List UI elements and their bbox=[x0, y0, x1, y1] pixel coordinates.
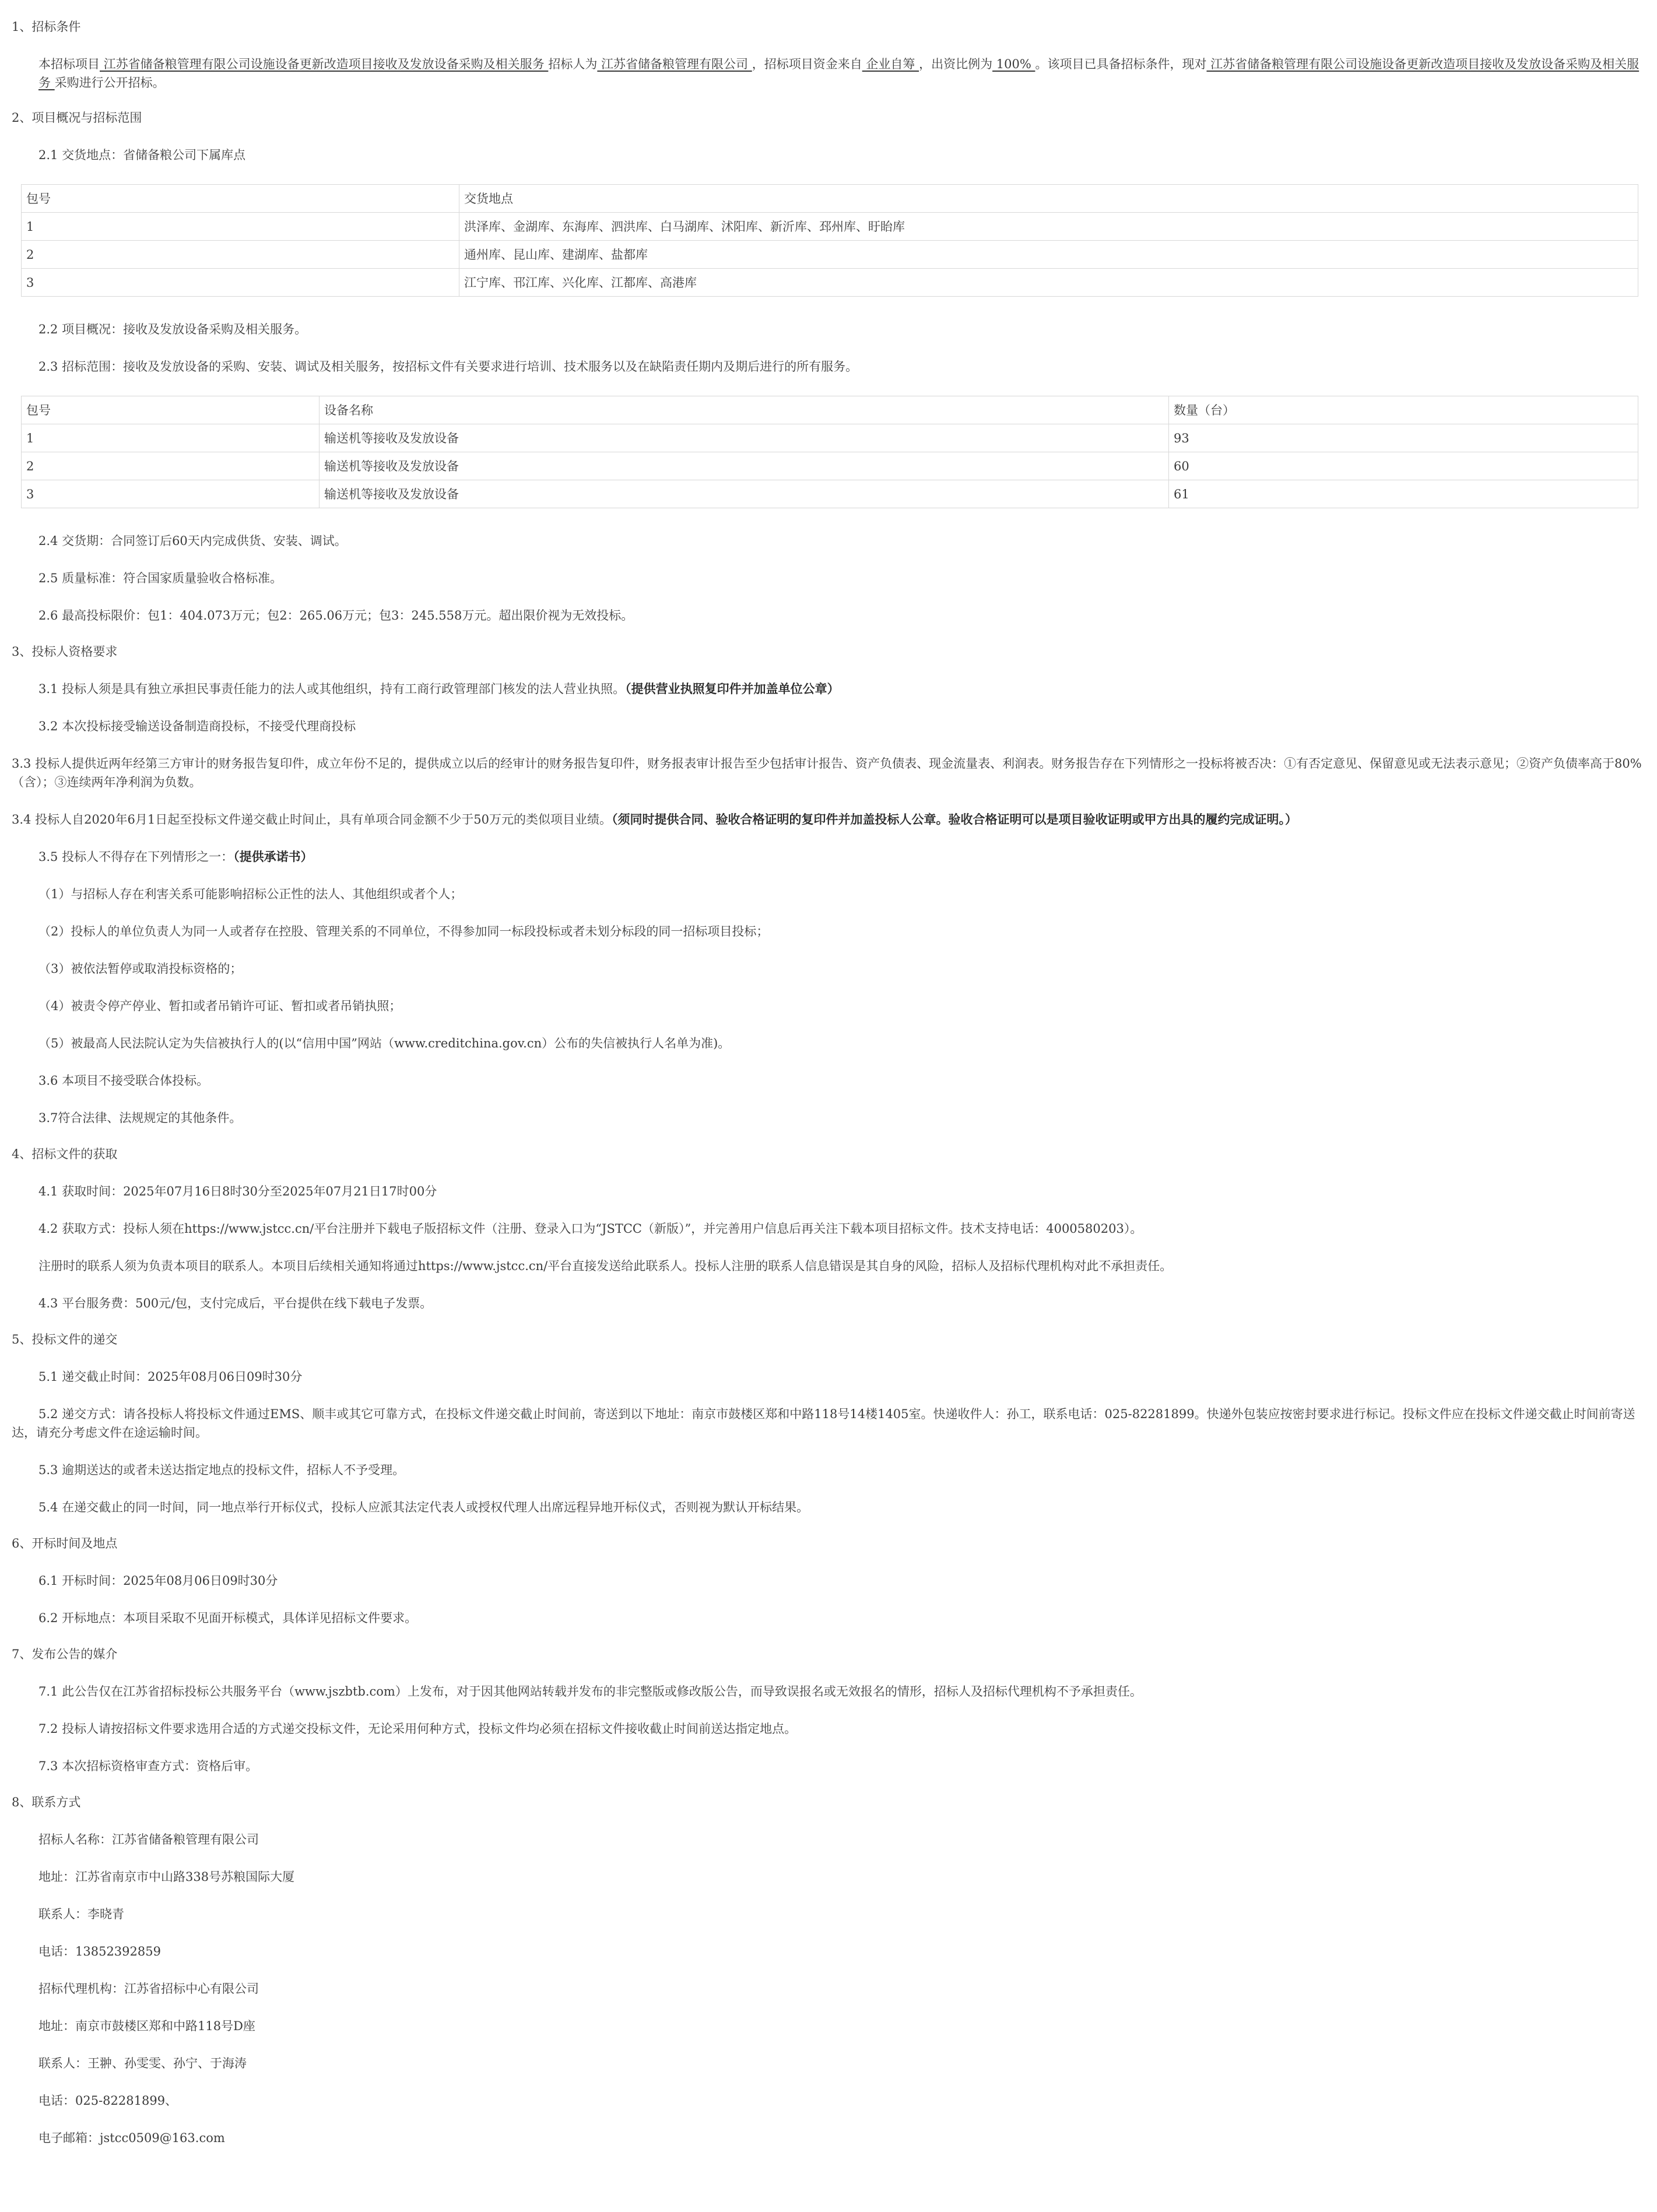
item-5-1: 5.1 递交截止时间：2025年08月06日09时30分 bbox=[38, 1370, 303, 1384]
agency-email-line: 电子邮箱：jstcc0509@163.com bbox=[38, 2131, 225, 2145]
table-header-cell: 设备名称 bbox=[320, 396, 1169, 424]
item-2-4: 2.4 交货期：合同签订后60天内完成供货、安装、调试。 bbox=[38, 534, 347, 548]
table-cell: 1 bbox=[22, 213, 459, 241]
table-cell: 输送机等接收及发放设备 bbox=[320, 480, 1169, 508]
item-2-5: 2.5 质量标准：符合国家质量验收合格标准。 bbox=[38, 571, 283, 585]
table-cell: 1 bbox=[22, 424, 320, 452]
section-heading-7: 7、发布公告的媒介 bbox=[12, 1647, 118, 1661]
table-cell: 江宁库、邗江库、兴化库、江都库、高港库 bbox=[459, 269, 1638, 297]
table-cell: 3 bbox=[22, 480, 320, 508]
equipment-quantity-table bbox=[21, 396, 1638, 508]
item-5-2: 5.2 递交方式：请各投标人将投标文件通过EMS、顺丰或其它可靠方式，在投标文件递交截止时间前，寄送到以下地址：南京市鼓楼区郑和中路118号14楼1405室。快递收件人：孙工，联系电话：025-82281899。快递外包装应按密封要求进行标记。投标文件应在投标文件递交截止时间前寄送达，请充分考虑文件在途运输时间。 bbox=[12, 1407, 1635, 1440]
item-4-3: 4.3 平台服务费：500元/包，支付完成后，平台提供在线下载电子发票。 bbox=[38, 1296, 433, 1310]
item-2-6: 2.6 最高投标限价：包1：404.073万元；包2：265.06万元；包3：245.558万元。超出限价视为无效投标。 bbox=[38, 609, 634, 623]
agency-contact-line: 联系人：王翀、孙雯雯、孙宁、于海涛 bbox=[38, 2056, 247, 2070]
section-heading-6: 6、开标时间及地点 bbox=[12, 1536, 118, 1550]
section-heading-3: 3、投标人资格要求 bbox=[12, 645, 118, 659]
table-cell: 93 bbox=[1169, 424, 1638, 452]
table-header-cell: 包号 bbox=[22, 185, 459, 213]
delivery-location-table bbox=[21, 184, 1638, 297]
item-6-1: 6.1 开标时间：2025年08月06日09时30分 bbox=[38, 1574, 278, 1588]
item-4-2: 4.2 获取方式：投标人须在https://www.jstcc.cn/平台注册并下载电子版招标文件（注册、登录入口为“JSTCC（新版）”，并完善用户信息后再关注下载本项目招标文件。技术支持电话：4000580203）。 bbox=[38, 1222, 1143, 1236]
item-3-7: 3.7符合法律、法规规定的其他条件。 bbox=[38, 1111, 242, 1125]
table-cell: 2 bbox=[22, 452, 320, 480]
agency-name-line: 招标代理机构：江苏省招标中心有限公司 bbox=[38, 1982, 259, 1996]
project-name-repeat: 江苏省储备粮管理有限公司设施设备更新改造项目接收及发放设备采购及相关服务 bbox=[38, 57, 1640, 90]
item-3-2: 3.2 本次投标接受输送设备制造商投标，不接受代理商投标 bbox=[38, 719, 356, 733]
item-7-2: 7.2 投标人请按招标文件要求选用合适的方式递交投标文件，无论采用何种方式，投标文件均必须在招标文件接收截止时间前送达指定地点。 bbox=[38, 1722, 797, 1736]
list-item: （3）被依法暂停或取消投标资格的； bbox=[38, 962, 243, 976]
item-3-5: 3.5 投标人不得存在下列情形之一：（提供承诺书） bbox=[38, 849, 313, 864]
tenderer-name-line: 招标人名称：江苏省储备粮管理有限公司 bbox=[38, 1833, 259, 1847]
item-6-2: 6.2 开标地点：本项目采取不见面开标模式，具体详见招标文件要求。 bbox=[38, 1611, 417, 1625]
table-header-cell: 交货地点 bbox=[459, 185, 1638, 213]
table-row bbox=[22, 480, 1638, 508]
table-row bbox=[22, 452, 1638, 480]
tenderer-name: 江苏省储备粮管理有限公司 bbox=[597, 57, 752, 71]
table-cell: 2 bbox=[22, 241, 459, 269]
section-heading-4: 4、招标文件的获取 bbox=[12, 1147, 118, 1161]
section-heading-5: 5、投标文件的递交 bbox=[12, 1332, 118, 1346]
item-7-1: 7.1 此公告仅在江苏省招标投标公共服务平台（www.jszbtb.com）上发布，对于因其他网站转载并发布的非完整版或修改版公告，而导致误报名或无效报名的情形，招标人及招标代理机构不予承担责任。 bbox=[38, 1685, 1142, 1698]
list-item: （2）投标人的单位负责人为同一人或者存在控股、管理关系的不同单位，不得参加同一标段投标或者未划分标段的同一招标项目投标； bbox=[38, 924, 769, 938]
item-2-2: 2.2 项目概况：接收及发放设备采购及相关服务。 bbox=[38, 322, 307, 336]
table-row bbox=[22, 241, 1638, 269]
item-7-3: 7.3 本次招标资格审查方式：资格后审。 bbox=[38, 1759, 258, 1773]
agency-phone-line: 电话：025-82281899、 bbox=[38, 2094, 178, 2108]
list-item: （4）被责令停产停业、暂扣或者吊销许可证、暂扣或者吊销执照； bbox=[38, 999, 402, 1013]
item-5-4: 5.4 在递交截止的同一时间，同一地点举行开标仪式，投标人应派其法定代表人或授权代理人出席远程异地开标仪式，否则视为默认开标结果。 bbox=[38, 1500, 809, 1514]
agency-address-line: 地址：南京市鼓楼区郑和中路118号D座 bbox=[38, 2019, 255, 2033]
announcement-body bbox=[12, 0, 1644, 2147]
table-header-cell: 包号 bbox=[22, 396, 320, 424]
table-cell: 洪泽库、金湖库、东海库、泗洪库、白马湖库、沭阳库、新沂库、邳州库、盱眙库 bbox=[459, 213, 1638, 241]
item-3-3: 3.3 投标人提供近两年经第三方审计的财务报告复印件，成立年份不足的，提供成立以后的经审计的财务报告复印件，财务报表审计报告至少包括审计报告、资产负债表、现金流量表、利润表。财务报告存在下列情形之一投标将被否决：①有否定意见、保留意见或无法表示意见；②资产负债率高于80%（含）；③连续两年净利润为负数。 bbox=[12, 757, 1642, 789]
list-item: （5）被最高人民法院认定为失信被执行人的(以“信用中国”网站（www.creditchina.gov.cn）公布的失信被执行人名单为准)。 bbox=[38, 1036, 731, 1050]
table-cell: 输送机等接收及发放设备 bbox=[320, 452, 1169, 480]
table-header-row bbox=[22, 396, 1638, 424]
table-row bbox=[22, 213, 1638, 241]
item-3-1: 3.1 投标人须是具有独立承担民事责任能力的法人或其他组织，持有工商行政管理部门核发的法人营业执照。（提供营业执照复印件并加盖单位公章） bbox=[38, 681, 840, 696]
fund-ratio: 100% bbox=[992, 57, 1035, 71]
section-heading-8: 8、联系方式 bbox=[12, 1795, 81, 1809]
table-cell: 通州库、昆山库、建湖库、盐都库 bbox=[459, 241, 1638, 269]
item-2-3: 2.3 招标范围：接收及发放设备的采购、安装、调试及相关服务，按招标文件有关要求进行培训、技术服务以及在缺陷责任期内及期后进行的所有服务。 bbox=[38, 360, 858, 374]
item-4-1: 4.1 获取时间：2025年07月16日8时30分至2025年07月21日17时00分 bbox=[38, 1184, 437, 1198]
tenderer-address-line: 地址：江苏省南京市中山路338号苏粮国际大厦 bbox=[38, 1870, 295, 1884]
section-heading-1: 1、招标条件 bbox=[12, 20, 81, 34]
table-header-cell: 数量（台） bbox=[1169, 396, 1638, 424]
fund-source: 企业自筹 bbox=[862, 57, 919, 71]
item-4-2-note: 注册时的联系人须为负责本项目的联系人。本项目后续相关通知将通过https://www.jstcc.cn/平台直接发送给此联系人。投标人注册的联系人信息错误是其自身的风险，招标人及招标代理机构对此不承担责任。 bbox=[38, 1259, 1172, 1273]
list-item: （1）与招标人存在利害关系可能影响招标公正性的法人、其他组织或者个人； bbox=[38, 887, 463, 901]
table-header-row bbox=[22, 185, 1638, 213]
item-2-1: 2.1 交货地点：省储备粮公司下属库点 bbox=[38, 148, 246, 162]
tenderer-phone-line: 电话：13852392859 bbox=[38, 1944, 161, 1958]
table-cell: 60 bbox=[1169, 452, 1638, 480]
project-name: 江苏省储备粮管理有限公司设施设备更新改造项目接收及发放设备采购及相关服务 bbox=[100, 57, 549, 71]
table-cell: 3 bbox=[22, 269, 459, 297]
item-5-3: 5.3 逾期送达的或者未送达指定地点的投标文件，招标人不予受理。 bbox=[38, 1463, 405, 1477]
table-row bbox=[22, 269, 1638, 297]
section-heading-2: 2、项目概况与招标范围 bbox=[12, 111, 142, 125]
table-cell: 61 bbox=[1169, 480, 1638, 508]
item-3-6: 3.6 本项目不接受联合体投标。 bbox=[38, 1074, 209, 1088]
item-3-4: 3.4 投标人自2020年6月1日起至投标文件递交截止时间止，具有单项合同金额不少于50万元的类似项目业绩。（须同时提供合同、验收合格证明的复印件并加盖投标人公章。验收合格证明可以是项目验收证明或甲方出具的履约完成证明。） bbox=[12, 812, 1297, 827]
table-row bbox=[22, 424, 1638, 452]
section-1-paragraph: 本招标项目 江苏省储备粮管理有限公司设施设备更新改造项目接收及发放设备采购及相关服务 招标人为 江苏省储备粮管理有限公司 ，招标项目资金来自 企业自筹 ，出资比例为 100% 。该项目已具备招标条件，现对 江苏省储备粮管理有限公司设施设备更新改造项目接收及发放设备采购及相关服务 采购进行公开招标。 bbox=[38, 57, 1640, 90]
tenderer-contact-line: 联系人：李晓青 bbox=[38, 1907, 124, 1921]
table-cell: 输送机等接收及发放设备 bbox=[320, 424, 1169, 452]
